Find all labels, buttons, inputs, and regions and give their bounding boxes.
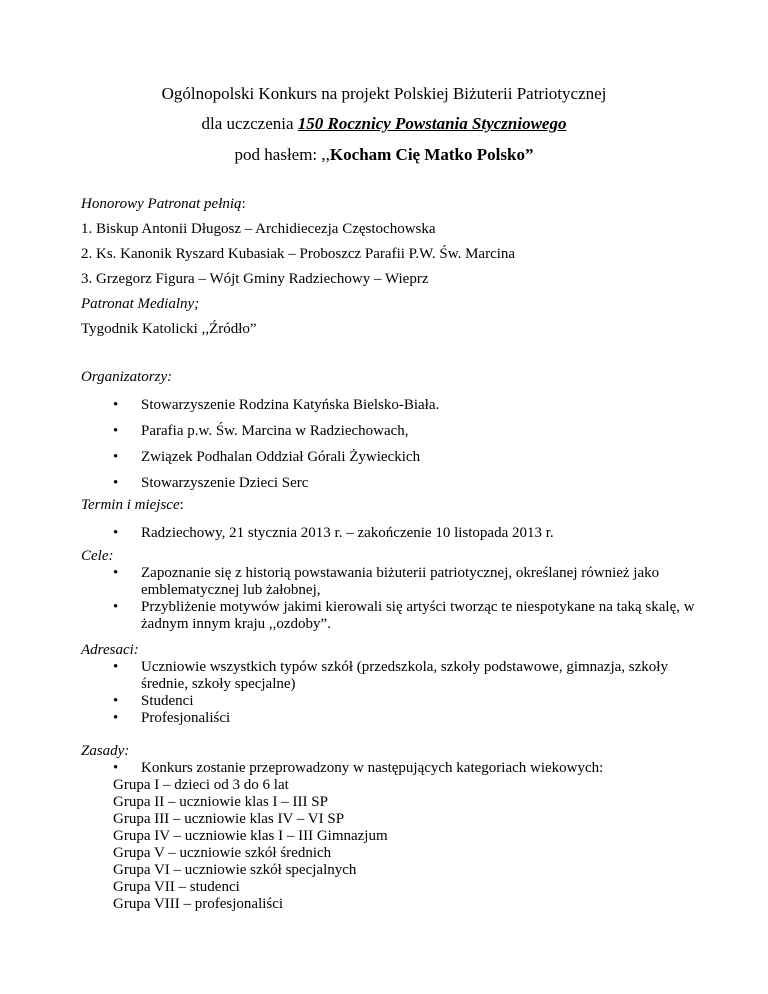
subtitle-emphasis: 150 Rocznicy Powstania Styczniowego [297, 114, 567, 133]
group-item: Grupa II – uczniowie klas I – III SP [113, 794, 328, 810]
termin-heading [81, 497, 184, 514]
bullet-icon: • [113, 760, 119, 776]
patronat-heading-text: Honorowy Patronat pełnią [81, 196, 242, 212]
group-item: Grupa III – uczniowie klas IV – VI SP [113, 811, 345, 827]
patronat-heading [81, 196, 246, 213]
list-item-text: Profesjonaliści [141, 710, 231, 726]
group-item: Grupa IV – uczniowie klas I – III Gimnazjum [113, 828, 388, 844]
bullet-icon: • [113, 599, 119, 615]
list-item-text: Radziechowy, 21 stycznia 2013 r. – zakończenie 10 listopada 2013 r. [141, 525, 554, 541]
bullet-icon: • [113, 693, 119, 709]
list-item-text: Uczniowie wszystkich typów szkół (przedszkola, szkoły podstawowe, gimnazja, szkoły średnie, szkoły specjalne) [141, 659, 668, 692]
group-item: Grupa VI – uczniowie szkół specjalnych [113, 862, 357, 878]
list-item [113, 710, 733, 727]
doc-motto [0, 145, 768, 165]
bullet-icon: • [113, 565, 119, 581]
termin-heading-suffix: : [179, 497, 184, 513]
list-item-text: Stowarzyszenie Rodzina Katyńska Bielsko-Biała. [141, 397, 440, 413]
organizatorzy-heading: Organizatorzy: [81, 369, 173, 385]
patronat-item: 1. Biskup Antonii Długosz – Archidiecezja Częstochowska [81, 221, 436, 237]
list-item-text: Przybliżenie motywów jakimi kierowali się artyści tworząc te niespotykane na taką skalę, w żadnym innym kraju ,,ozdoby”. [141, 599, 695, 632]
list-item-text: Studenci [141, 693, 194, 709]
patronat-item: 2. Ks. Kanonik Ryszard Kubasiak – Proboszcz Parafii P.W. Św. Marcina [81, 246, 516, 262]
bullet-icon: • [113, 525, 119, 541]
patronat-item: 3. Grzegorz Figura – Wójt Gminy Radziechowy – Wieprz [81, 271, 429, 287]
patronat-heading-suffix: : [241, 196, 246, 212]
media-item: Tygodnik Katolicki ,,Źródło” [81, 321, 257, 337]
bullet-icon: • [113, 475, 119, 491]
media-heading: Patronat Medialny; [81, 296, 200, 312]
motto-emphasis: Kocham Cię Matko Polsko” [329, 145, 534, 164]
bullet-icon: • [113, 423, 119, 439]
list-item-text: Konkurs zostanie przeprowadzony w następujących kategoriach wiekowych: [141, 760, 604, 776]
motto-prefix: pod hasłem: ,, [234, 145, 330, 164]
group-item: Grupa VII – studenci [113, 879, 240, 895]
list-item-text: Stowarzyszenie Dzieci Serc [141, 475, 309, 491]
list-item [113, 760, 733, 777]
list-item [113, 659, 733, 693]
bullet-icon: • [113, 449, 119, 465]
list-item [113, 599, 733, 633]
subtitle-prefix: dla uczczenia [201, 114, 298, 133]
list-item [113, 565, 733, 599]
list-item [113, 693, 733, 710]
group-item: Grupa V – uczniowie szkół średnich [113, 845, 332, 861]
doc-subtitle [0, 114, 768, 134]
list-item-text: Związek Podhalan Oddział Górali Żywieckich [141, 449, 421, 465]
list-item-text: Zapoznanie się z historią powstawania biżuterii patriotycznej, określanej również jako emblematycznej lub żałobnej, [141, 565, 660, 598]
bullet-icon: • [113, 710, 119, 726]
bullet-icon: • [113, 659, 119, 675]
bullet-icon: • [113, 397, 119, 413]
cele-heading: Cele: [81, 548, 114, 564]
group-item: Grupa I – dzieci od 3 do 6 lat [113, 777, 289, 793]
adresaci-heading: Adresaci: [81, 642, 139, 658]
doc-title: Ogólnopolski Konkurs na projekt Polskiej Biżuterii Patriotycznej [161, 84, 607, 103]
zasady-heading: Zasady: [81, 743, 130, 759]
list-item-text: Parafia p.w. Św. Marcina w Radziechowach, [141, 423, 409, 439]
termin-heading-text: Termin i miejsce [81, 497, 180, 513]
group-item: Grupa VIII – profesjonaliści [113, 896, 284, 912]
